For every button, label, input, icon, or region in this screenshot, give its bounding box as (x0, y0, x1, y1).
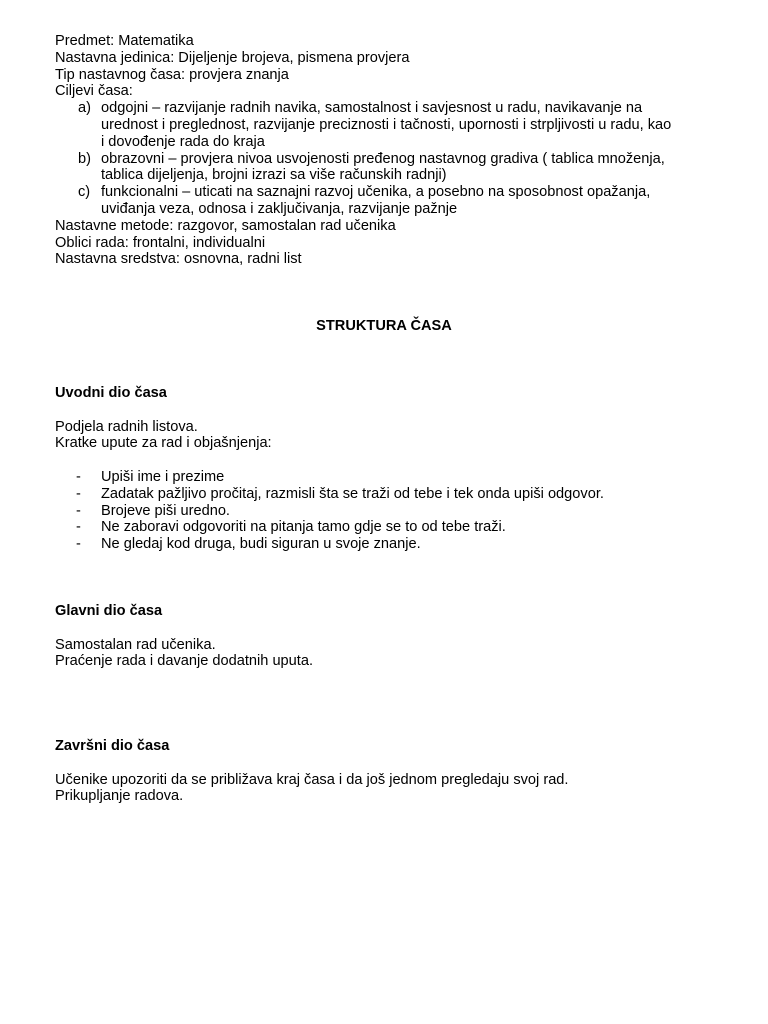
goal-text-line: odgojni – razvijanje radnih navika, samostalnost i savjesnost u radu, navikavanje na (101, 100, 643, 117)
final-paragraph: Prikupljanje radova. (55, 788, 184, 805)
lesson-type-line: Tip nastavnog časa: provjera znanja (55, 66, 289, 83)
bullet-dash: - (76, 485, 81, 502)
goal-item-c (55, 184, 725, 218)
lesson-header (55, 33, 725, 268)
goal-item-a (55, 100, 725, 150)
goal-text-line: uviđanja veza, odnosa i zaključivanja, razvijanje pažnje (101, 200, 458, 217)
goal-text-line: tablica dijeljenja, brojni izrazi sa više računskih radnji) (101, 167, 447, 184)
final-title: Završni dio časa (55, 738, 170, 754)
intro-title: Uvodni dio časa (55, 385, 167, 401)
goal-marker: b) (78, 150, 91, 167)
main-paragraph: Praćenje rada i davanje dodatnih uputa. (55, 653, 314, 670)
final-paragraph: Učenike upozoriti da se približava kraj časa i da još jednom pregledaju svoj rad. (55, 771, 569, 788)
intro-section (55, 385, 725, 553)
bullet-dash: - (76, 519, 81, 536)
list-item (55, 486, 725, 503)
list-item-text: Upiši ime i prezime (101, 468, 225, 485)
methods-line: Nastavne metode: razgovor, samostalan rad učenika (55, 217, 396, 234)
list-item (55, 536, 725, 553)
materials-line: Nastavna sredstva: osnovna, radni list (55, 251, 302, 268)
bullet-dash: - (76, 468, 81, 485)
goal-text-line: obrazovni – provjera nivoa usvojenosti pređenog nastavnog gradiva ( tablica množenja, (101, 150, 665, 167)
instructions-list (55, 469, 725, 553)
final-section (55, 738, 725, 805)
goals-label: Ciljevi časa: (55, 83, 133, 100)
goal-text-line: funkcionalni – uticati na saznajni razvoj učenika, a posebno na sposobnost opažanja, (101, 184, 651, 201)
list-item-text: Ne zaboravi odgovoriti na pitanja tamo gdje se to od tebe traži. (101, 519, 506, 536)
list-item-text: Brojeve piši uredno. (101, 502, 230, 519)
structure-title: STRUKTURA ČASA (316, 318, 452, 334)
main-title: Glavni dio časa (55, 603, 163, 619)
subject-line: Predmet: Matematika (55, 33, 194, 49)
goal-text-line: urednost i preglednost, razvijanje preciznosti i tačnosti, upornosti i strpljivosti u radu, kao (101, 116, 672, 133)
list-item (55, 469, 725, 486)
intro-paragraph: Kratke upute za rad i objašnjenja: (55, 435, 272, 452)
bullet-dash: - (76, 502, 81, 519)
intro-paragraph: Podjela radnih listova. (55, 418, 198, 435)
list-item-text: Zadatak pažljivo pročitaj, razmisli šta se traži od tebe i tek onda upiši odgovor. (101, 485, 604, 502)
main-paragraph: Samostalan rad učenika. (55, 636, 216, 653)
unit-line: Nastavna jedinica: Dijeljenje brojeva, pismena provjera (55, 49, 410, 66)
goal-item-b (55, 151, 725, 185)
main-section (55, 603, 725, 670)
goal-text-line: i dovođenje rada do kraja (101, 133, 265, 150)
list-item (55, 519, 725, 536)
list-item-text: Ne gledaj kod druga, budi siguran u svoje znanje. (101, 536, 421, 553)
bullet-dash: - (76, 536, 81, 553)
goal-marker: a) (78, 100, 91, 117)
work-forms-line: Oblici rada: frontalni, individualni (55, 234, 266, 251)
list-item (55, 503, 725, 520)
goal-marker: c) (78, 184, 91, 201)
